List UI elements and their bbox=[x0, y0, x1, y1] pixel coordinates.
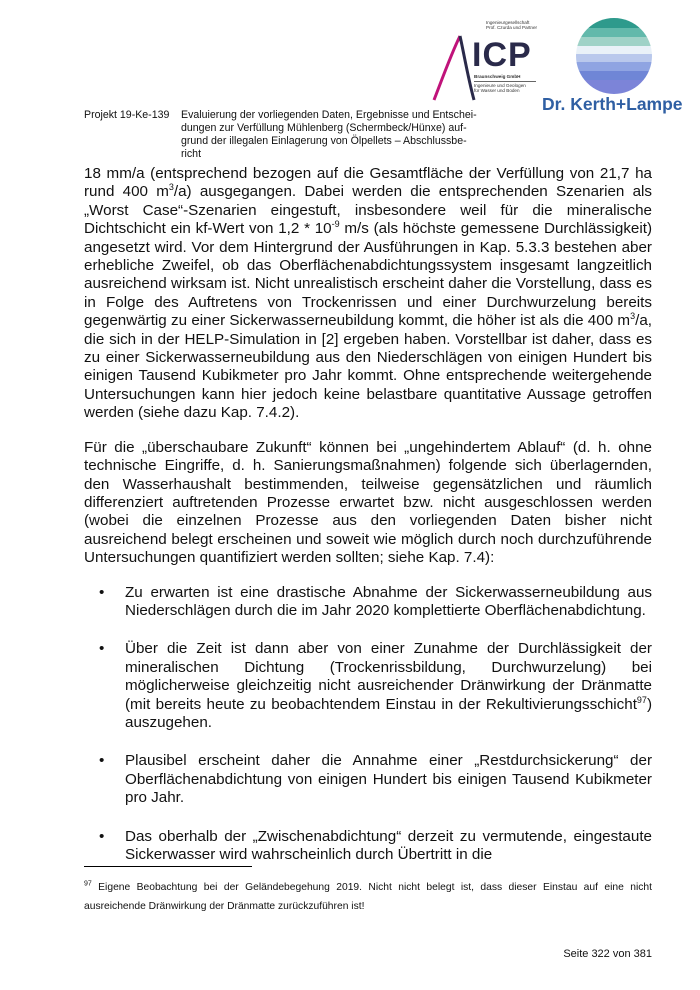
bullet-icon: • bbox=[99, 640, 105, 658]
page-number: Seite 322 von 381 bbox=[563, 948, 652, 960]
icp-wordmark: ICP bbox=[472, 36, 532, 74]
icp-logo: Ingenieurgesellschaft Prof. Czurda und Partner ICP Braunschweig GmbH Ingenieure und Geologen für Wasser und Boden bbox=[430, 14, 540, 100]
project-number: Projekt 19-Ke-139 bbox=[84, 109, 170, 121]
footnote: $^{97}$ Eigene Beobachtung bei der Geländebegehung 2019. Nicht nicht belegt ist, dass dieser Einstau auf eine nicht ausreichende Dränwirkung der Dränmatte zurückzuführen ist! bbox=[84, 880, 652, 912]
title-line: grund der illegalen Einlagerung von Ölpellets – Abschlussbe- bbox=[181, 135, 467, 147]
footnote-separator bbox=[84, 866, 252, 867]
paragraph-2: Für die „überschaubare Zukunft“ können bei „ungehindertem Ablauf“ (d. h. ohne technische Eingriffe, d. h. Sanierungsmaßnahmen) folgende sich überlagernden, den Wasserhaushalt bestimmenden, teilweise gegensätzlichen und räumlich differenziert auftretenden Prozesse erwartet bzw. nicht ausgeschlossen werden (wobei die einzelnen Prozesse aus den vorliegenden Daten bisher nicht ausreichend belegt erscheinen und soweit wie möglich durch noch durchzuführende Untersuchungen quantifiziert werden sollten; siehe Kap. 7.4): bbox=[84, 438, 652, 567]
paragraph-1: 18 mm/a (entsprechend bezogen auf die Gesamtfläche der Verfüllung von 21,7 ha rund 400 $m^3/a$) ausgegangen. Dabei werden die entsprechenden Szenarien als „Worst Case“-Szenarien eingestuft, insbesondere weil für die mineralische Dichtschicht ein kf-Wert von $1,2 * 10^{-9}$ m/s (als höchste gemessene Durchlässigkeit) angesetzt wird. Vor dem Hintergrund der Ausführungen in Kap. 5.3.3 bestehen aber erhebliche Zweifel, ob das Oberflächenabdichtungssystem insgesamt langzeitlich ausreichend wirksam ist. Nicht unrealistisch erscheint daher die Vorstellung, dass es in Folge des Auftretens von Trockenrissen und einer Durchwurzelung bereits gegenwärtig zu einer Sickerwasserneubildung kommt, die höher ist als die 400 $m^3/a$, die sich in der HELP-Simulation in [2] ergeben haben. Vorstellbar ist daher, dass es zu einer Sickerwasserneubildung aus den Niederschlägen von einigen Hundert bis einigen Tausend Kubikmeter pro Jahr kommt. Ohne entsprechende weitergehende Untersuchungen kann hier jedoch keine belastbare quantitative Aussage getroffen werden (siehe dazu Kap. 7.4.2). bbox=[84, 165, 653, 422]
title-line: dungen zur Verfüllung Mühlenberg (Schermbeck/Hünxe) auf- bbox=[181, 122, 467, 134]
footnote-ref[interactable]: 97 bbox=[636, 694, 647, 705]
list-item: • Zu erwarten ist eine drastische Abnahme der Sickerwasserneubildung aus Niederschlägen durch die im Jahr 2020 komplettierte Oberflächenabdichtung. bbox=[99, 583, 652, 619]
bullet-list bbox=[84, 584, 652, 865]
bullet-icon: • bbox=[99, 752, 105, 770]
title-line: richt bbox=[181, 148, 202, 160]
bullet-icon: • bbox=[99, 583, 105, 601]
footnote-number: 97 bbox=[84, 880, 92, 888]
list-item: • Das oberhalb der „Zwischenabdichtung“ derzeit zu vermutende, eingestaute Sickerwasser wird wahrscheinlich durch Übertritt in die bbox=[99, 827, 652, 863]
document-title bbox=[181, 109, 481, 161]
icp-slash-mark bbox=[430, 34, 476, 102]
list-item: • Plausibel erscheint daher die Annahme einer „Restdurchsickerung“ der Oberflächenabdichtung von einigen Hundert bis einigen Tausend Kubikmeter pro Jahr. bbox=[99, 752, 652, 807]
title-line: Evaluierung der vorliegenden Daten, Ergebnisse und Entschei- bbox=[181, 109, 477, 121]
kerth-lampe-wordmark: Dr. Kerth+Lampe bbox=[542, 94, 683, 114]
list-item: • Über die Zeit ist dann aber von einer Zunahme der Durchlässigkeit der mineralischen Dichtung (Trockenrissbildung, Durchwurzelung) bei möglicherweise gleichzeitig nicht ausreichender Dränwirkung der Dränmatte (mit bereits heute zu beobachtendem Einstau in der Rekultivierungsschicht$^{97}$) auszugehen. bbox=[99, 640, 652, 731]
body-text bbox=[84, 165, 652, 884]
bullet-icon: • bbox=[99, 827, 105, 845]
